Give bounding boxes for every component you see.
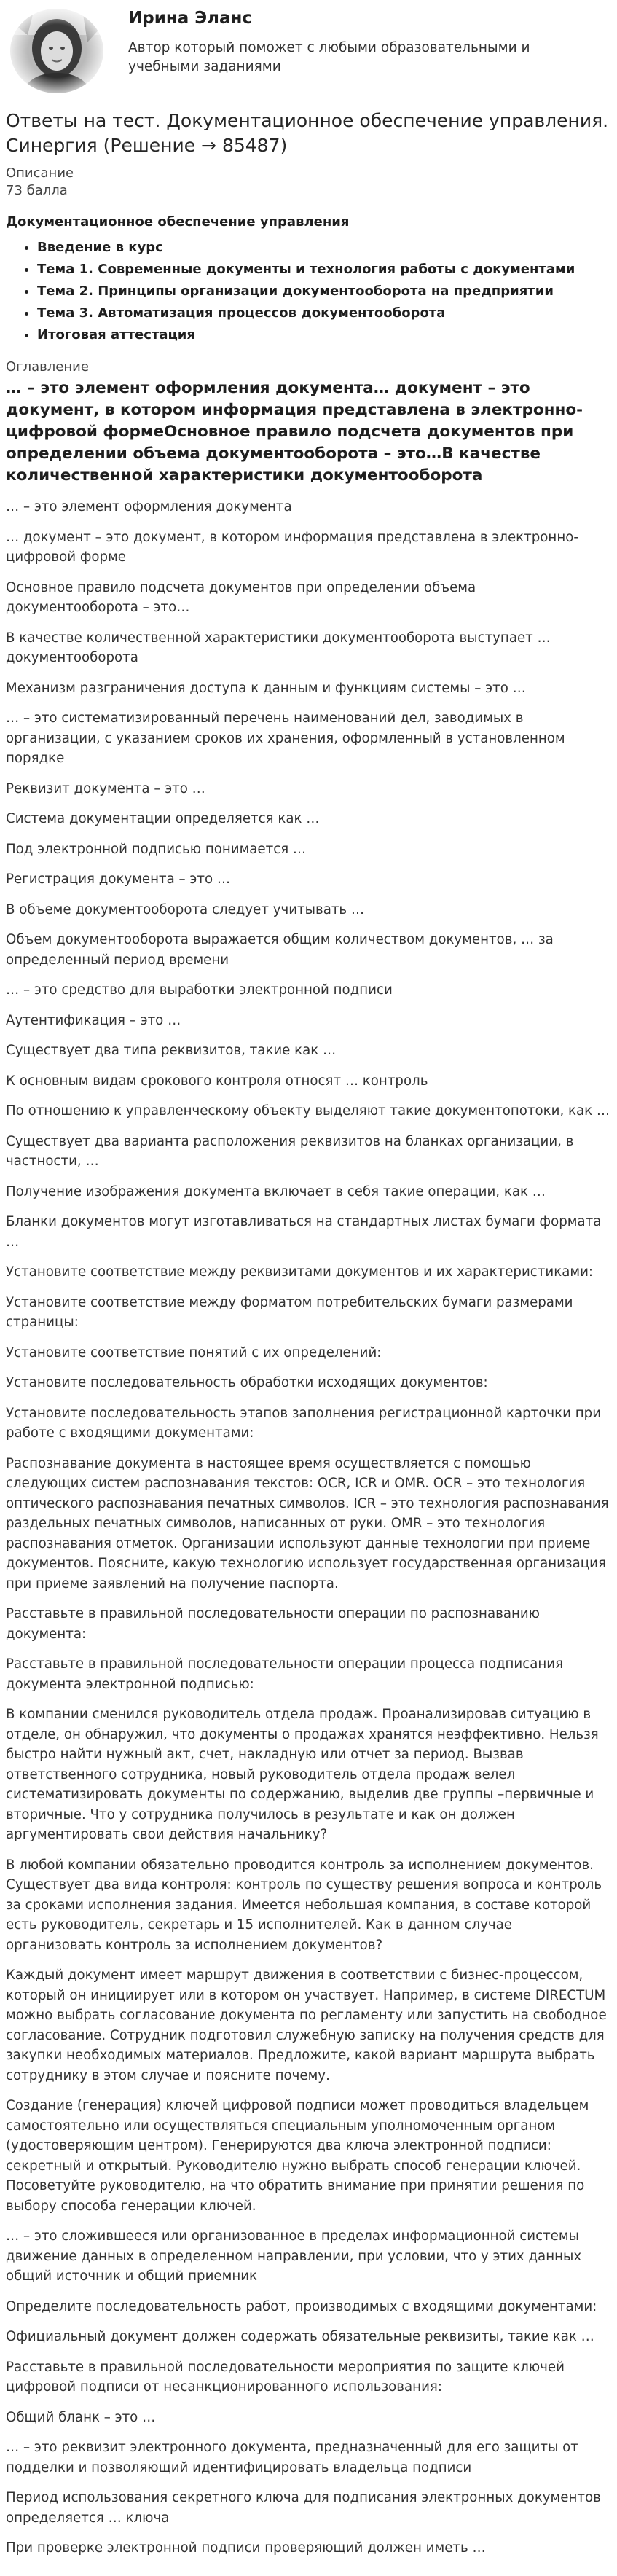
topic-item: • Тема 1. Современные документы и технология работы с документами <box>37 259 611 281</box>
question-item: К основным видам срокового контроля относят … контроль <box>6 1073 428 1089</box>
question-item: По отношению к управленческому объекту выделяют такие документопотоки, как … <box>6 1103 610 1119</box>
question-item: Бланки документов могут изготавливаться на стандартных листах бумаги формата … <box>6 1214 602 1250</box>
questions-list <box>6 497 611 2559</box>
question-item: В любой компании обязательно проводится контроль за исполнением документов. Существует два вида контроля: контроль по существу решения вопроса и контроль за сроками исполнения задания. Имеется небольшая компания, в составе которой есть руководитель, секретарь и 15 исполнителей. Как в данном случае организовать контроль за исполнением документов? <box>6 1857 602 1953</box>
question-item: Установите последовательность обработки исходящих документов: <box>6 1375 488 1390</box>
topic-item: • Тема 3. Автоматизация процессов документооборота <box>37 302 611 324</box>
avatar-portrait-icon <box>6 6 109 97</box>
question-item: Объем документооборота выражается общим количеством документов, … за определенный период времени <box>6 932 554 968</box>
question-item: Установите соответствие между форматом потребительских бумаги размерами страницы: <box>6 1294 573 1330</box>
question-item: Получение изображения документа включает в себя такие операции, как … <box>6 1183 546 1199</box>
avatar[interactable] <box>6 6 109 97</box>
description-label: Описание <box>6 165 74 181</box>
score-value: 73 балла <box>6 183 68 198</box>
question-item: В качестве количественной характеристики документооборота выступает … документооборота <box>6 630 551 665</box>
page-title: Ответы на тест. Документационное обеспечение управления. Синергия (Решение → 85487) <box>6 110 609 156</box>
toc-label: Оглавление <box>6 359 89 375</box>
topics-list <box>6 237 611 346</box>
question-item: Под электронной подписью понимается … <box>6 841 307 857</box>
question-item: Система документации определяется как … <box>6 811 320 826</box>
question-item: Расставьте в правильной последовательности операции процесса подписания документа электронной подписью: <box>6 1656 564 1692</box>
question-item: … документ – это документ, в котором информация представлена в электронно-цифровой форме <box>6 529 578 565</box>
question-item: Каждый документ имеет маршрут движения в соответствии с бизнес-процессом, который он инициирует или в котором он участвует. Например, в системе DIRECTUM можно выбрать согласование документа по регламенту или запустить на свободное согласование. Сотрудник подготовил служебную записку на получения средств для закупки необходимых материалов. Предложите, какой вариант маршрута выбрать сотруднику в этом случае и поясните почему. <box>6 1968 607 2083</box>
question-item: Аутентификация – это … <box>6 1012 181 1028</box>
question-item: Существует два варианта расположения реквизитов на бланках организации, в частности, … <box>6 1133 574 1169</box>
question-item: Распознавание документа в настоящее время осуществляется с помощью следующих систем распознавания текстов: OCR, ICR и OMR. OCR – это технология оптического распознавания печатных символов. ICR – это технология распознавания раздельных печатных символов, написанных от руки. OMR – это технология распознавания отметок. Организации используют данные технологии при приеме документов. Поясните, какую технологию использует государственная организация при приеме заявлений на получение паспорта. <box>6 1455 609 1592</box>
topic-item: • Итоговая аттестация <box>37 324 611 346</box>
toc-heading: … – это элемент оформления документа… документ – это документ, в котором информация представлена в электронно-цифровой формеОсновное правило подсчета документов при определении объема документооборота – это…В качестве количественной характеристики документооборота <box>6 379 583 485</box>
question-item: Общий бланк – это … <box>6 2409 156 2425</box>
topic-item: • Тема 2. Принципы организации документооборота на предприятии <box>37 281 611 302</box>
question-item: Основное правило подсчета документов при определении объема документооборота – это… <box>6 579 476 615</box>
question-item: … – это реквизит электронного документа, предназначенный для его защиты от подделки и позволяющий идентифицировать владельца подписи <box>6 2440 578 2475</box>
question-item: Установите соответствие между реквизитами документов и их характеристиками: <box>6 1264 594 1280</box>
topic-item: • Введение в курс <box>37 237 611 259</box>
question-item: При проверке электронной подписи проверяющий должен иметь … <box>6 2540 486 2556</box>
question-item: Создание (генерация) ключей цифровой подписи может проводиться владельцем самостоятельно или осуществляться специальным уполномоченным органом (удостоверяющим центром). Генерируются два ключа электронной подписи: секретный и открытый. Руководителю нужно выбрать способ генерации ключей. Посоветуйте руководителю, на что обратить внимание при принятии решения по выбору способа генерации ключей. <box>6 2098 589 2214</box>
question-item: … – это элемент оформления документа <box>6 499 292 514</box>
question-item: Установите последовательность этапов заполнения регистрационной карточки при работе с входящими документами: <box>6 1405 602 1441</box>
subject-title: Документационное обеспечение управления <box>6 214 350 230</box>
author-info <box>128 6 580 77</box>
author-card <box>6 0 611 100</box>
question-item: В объеме документооборота следует учитывать … <box>6 901 365 917</box>
question-item: Определите последовательность работ, производимых с входящими документами: <box>6 2298 597 2314</box>
question-item: Реквизит документа – это … <box>6 780 205 796</box>
question-item: Официальный документ должен содержать обязательные реквизиты, такие как … <box>6 2329 594 2344</box>
author-name[interactable]: Ирина Эланс <box>128 9 253 28</box>
question-item: Регистрация документа – это … <box>6 872 231 887</box>
question-item: В компании сменился руководитель отдела продаж. Проанализировав ситуацию в отделе, он обнаружил, что документы о продажах хранятся неэффективно. Нельзя быстро найти нужный акт, счет, накладную или отчет за период. Вызвав ответственного сотрудника, новый руководитель отдела продаж велел систематизировать документы по содержанию, выделив две группы –первичные и вторичные. Что у сотрудника получилось в результате и как он должен аргументировать свои действия начальнику? <box>6 1707 599 1842</box>
question-item: Механизм разграничения доступа к данным и функциям системы – это … <box>6 680 526 696</box>
question-item: … – это систематизированный перечень наименований дел, заводимых в организации, с указанием сроков их хранения, оформленный в установленном порядке <box>6 710 565 766</box>
question-item: … – это средство для выработки электронной подписи <box>6 982 393 998</box>
question-item: Существует два типа реквизитов, такие как … <box>6 1043 337 1058</box>
question-item: Период использования секретного ключа для подписания электронных документов определяется … ключа <box>6 2490 601 2526</box>
question-item: Установите соответствие понятий с их определений: <box>6 1344 382 1361</box>
question-item: Расставьте в правильной последовательности мероприятия по защите ключей цифровой подписи от несанкционированного использования: <box>6 2359 565 2395</box>
question-item: Расставьте в правильной последовательности операции по распознаванию документа: <box>6 1606 540 1642</box>
author-description: Автор который поможет с любыми образовательными и учебными заданиями <box>128 40 530 74</box>
question-item: … – это сложившееся или организованное в пределах информационной системы движение данных в определенном направлении, при условии, что у этих данных общий источник и общий приемник <box>6 2228 582 2284</box>
